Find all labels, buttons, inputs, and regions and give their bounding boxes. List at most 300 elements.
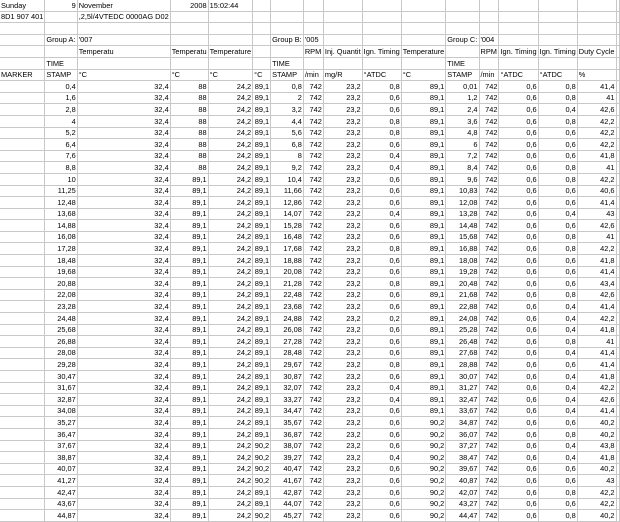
cell[interactable]: 742 bbox=[479, 150, 499, 162]
cell[interactable]: 24,2 bbox=[208, 452, 253, 464]
cell[interactable] bbox=[616, 127, 619, 139]
cell[interactable]: 28,88 bbox=[446, 359, 479, 371]
cell[interactable]: 2,8 bbox=[45, 104, 77, 116]
cell[interactable]: 36,07 bbox=[446, 428, 479, 440]
cell[interactable] bbox=[0, 347, 45, 359]
cell[interactable]: 16,88 bbox=[446, 243, 479, 255]
cell[interactable]: 89,1 bbox=[170, 359, 208, 371]
cell[interactable] bbox=[499, 34, 538, 46]
cell[interactable]: 742 bbox=[479, 498, 499, 510]
cell[interactable]: 32,4 bbox=[77, 289, 170, 301]
cell[interactable]: 742 bbox=[303, 289, 323, 301]
cell[interactable]: 0,6 bbox=[362, 371, 401, 383]
cell[interactable] bbox=[616, 510, 619, 522]
cell[interactable]: 89,1 bbox=[401, 162, 446, 174]
cell[interactable]: 20,48 bbox=[446, 278, 479, 290]
cell[interactable]: 88 bbox=[170, 81, 208, 93]
cell[interactable]: 0,6 bbox=[499, 150, 538, 162]
cell[interactable]: 742 bbox=[479, 452, 499, 464]
cell[interactable]: 32,4 bbox=[77, 301, 170, 313]
cell[interactable]: 89,1 bbox=[170, 301, 208, 313]
cell[interactable]: 32,4 bbox=[77, 208, 170, 220]
cell[interactable]: 89,1 bbox=[253, 92, 271, 104]
cell[interactable]: 32,4 bbox=[77, 440, 170, 452]
cell[interactable]: 89,1 bbox=[401, 255, 446, 267]
cell[interactable]: 27,28 bbox=[271, 336, 304, 348]
cell[interactable]: 26,88 bbox=[45, 336, 77, 348]
cell[interactable]: 742 bbox=[479, 266, 499, 278]
cell[interactable]: 24,2 bbox=[208, 266, 253, 278]
cell[interactable] bbox=[0, 405, 45, 417]
cell[interactable]: 89,1 bbox=[253, 324, 271, 336]
cell[interactable]: 742 bbox=[479, 510, 499, 522]
cell[interactable]: 0,6 bbox=[499, 336, 538, 348]
cell[interactable]: Duty Cycle bbox=[578, 46, 615, 56]
cell[interactable]: 0,6 bbox=[499, 289, 538, 301]
cell[interactable] bbox=[271, 11, 304, 23]
cell[interactable]: 0,6 bbox=[499, 440, 538, 452]
cell[interactable]: 0,6 bbox=[362, 463, 401, 475]
cell[interactable]: 89,1 bbox=[253, 347, 271, 359]
cell[interactable]: '004 bbox=[479, 34, 499, 46]
cell[interactable]: 742 bbox=[303, 359, 323, 371]
cell[interactable]: 24,2 bbox=[208, 313, 253, 325]
cell[interactable]: 0,6 bbox=[499, 197, 538, 209]
cell[interactable]: 89,1 bbox=[170, 463, 208, 475]
cell[interactable]: 41,8 bbox=[577, 150, 616, 162]
cell[interactable]: 89,1 bbox=[253, 289, 271, 301]
cell[interactable]: 0,4 bbox=[538, 301, 577, 313]
cell[interactable]: 0,01 bbox=[446, 81, 479, 93]
cell[interactable]: 24,2 bbox=[208, 173, 253, 185]
cell[interactable]: 32,4 bbox=[77, 405, 170, 417]
cell[interactable] bbox=[0, 394, 45, 406]
cell[interactable]: Group C: bbox=[447, 35, 478, 45]
cell[interactable]: 32,4 bbox=[77, 498, 170, 510]
cell[interactable] bbox=[538, 11, 577, 23]
cell[interactable]: 23,2 bbox=[323, 440, 362, 452]
cell[interactable]: 742 bbox=[303, 440, 323, 452]
cell[interactable]: 24,2 bbox=[208, 278, 253, 290]
cell[interactable]: 23,2 bbox=[323, 475, 362, 487]
cell[interactable]: 742 bbox=[479, 115, 499, 127]
cell[interactable] bbox=[616, 463, 619, 475]
cell[interactable] bbox=[499, 23, 538, 35]
cell[interactable]: 742 bbox=[479, 347, 499, 359]
cell[interactable]: 24,2 bbox=[208, 510, 253, 522]
cell[interactable]: 19,68 bbox=[45, 266, 77, 278]
cell[interactable]: 742 bbox=[479, 127, 499, 139]
cell[interactable]: 0,6 bbox=[362, 266, 401, 278]
cell[interactable]: 34,47 bbox=[271, 405, 304, 417]
cell[interactable]: 742 bbox=[303, 115, 323, 127]
cell[interactable]: 89,1 bbox=[170, 208, 208, 220]
cell[interactable]: 23,2 bbox=[323, 498, 362, 510]
cell[interactable] bbox=[303, 11, 323, 23]
cell[interactable] bbox=[323, 0, 362, 11]
cell[interactable]: 23,2 bbox=[323, 185, 362, 197]
cell[interactable]: 24,2 bbox=[208, 231, 253, 243]
cell[interactable]: 42,6 bbox=[577, 220, 616, 232]
cell[interactable]: 23,2 bbox=[323, 266, 362, 278]
cell[interactable]: 0,6 bbox=[499, 463, 538, 475]
cell[interactable] bbox=[577, 34, 616, 46]
cell[interactable]: 0,8 bbox=[538, 510, 577, 522]
cell[interactable]: 0,8 bbox=[538, 336, 577, 348]
cell[interactable]: 742 bbox=[479, 197, 499, 209]
cell[interactable]: 0,6 bbox=[499, 208, 538, 220]
cell[interactable]: 24,2 bbox=[208, 394, 253, 406]
cell[interactable] bbox=[616, 289, 619, 301]
cell[interactable]: 89,1 bbox=[170, 394, 208, 406]
cell[interactable]: 42,2 bbox=[577, 127, 616, 139]
cell[interactable]: 742 bbox=[479, 231, 499, 243]
cell[interactable]: 0,6 bbox=[499, 185, 538, 197]
cell[interactable]: 41,8 bbox=[577, 452, 616, 464]
cell[interactable]: RPM bbox=[303, 46, 323, 58]
cell[interactable] bbox=[616, 173, 619, 185]
cell[interactable] bbox=[0, 23, 45, 35]
cell[interactable]: 90,2 bbox=[401, 440, 446, 452]
cell[interactable]: 89,1 bbox=[401, 127, 446, 139]
cell[interactable] bbox=[616, 23, 619, 35]
cell[interactable]: 0,4 bbox=[538, 394, 577, 406]
cell[interactable]: 89,1 bbox=[253, 139, 271, 151]
cell[interactable]: 88 bbox=[170, 139, 208, 151]
cell[interactable]: 89,1 bbox=[401, 197, 446, 209]
cell[interactable] bbox=[0, 417, 45, 429]
cell[interactable] bbox=[616, 278, 619, 290]
cell[interactable] bbox=[0, 208, 45, 220]
cell[interactable] bbox=[0, 510, 45, 522]
cell[interactable] bbox=[616, 81, 619, 93]
cell[interactable]: 23,2 bbox=[323, 382, 362, 394]
cell[interactable]: 22,48 bbox=[271, 289, 304, 301]
cell[interactable]: 23,2 bbox=[323, 486, 362, 498]
cell[interactable]: 0,6 bbox=[538, 197, 577, 209]
cell[interactable]: 41,4 bbox=[577, 197, 616, 209]
cell[interactable]: 742 bbox=[303, 266, 323, 278]
cell[interactable]: 41 bbox=[577, 162, 616, 174]
cell[interactable]: 14,48 bbox=[446, 220, 479, 232]
cell[interactable] bbox=[45, 23, 77, 35]
cell[interactable]: 6,4 bbox=[45, 139, 77, 151]
cell[interactable]: 89,1 bbox=[170, 405, 208, 417]
cell[interactable]: 0,6 bbox=[362, 417, 401, 429]
cell[interactable]: 0,8 bbox=[271, 81, 304, 93]
cell[interactable]: 742 bbox=[479, 417, 499, 429]
cell[interactable]: 0,8 bbox=[538, 231, 577, 243]
cell[interactable]: 23,28 bbox=[45, 301, 77, 313]
cell[interactable]: 742 bbox=[303, 301, 323, 313]
cell[interactable]: 24,2 bbox=[208, 440, 253, 452]
cell[interactable] bbox=[0, 475, 45, 487]
cell[interactable]: 1,6 bbox=[45, 92, 77, 104]
cell[interactable]: 89,1 bbox=[401, 394, 446, 406]
cell[interactable]: 742 bbox=[479, 405, 499, 417]
cell[interactable]: 33,27 bbox=[271, 394, 304, 406]
cell[interactable]: 0,6 bbox=[362, 405, 401, 417]
cell[interactable] bbox=[0, 289, 45, 301]
cell[interactable]: 24,08 bbox=[446, 313, 479, 325]
cell[interactable]: 89,1 bbox=[401, 347, 446, 359]
cell[interactable]: 0,6 bbox=[538, 220, 577, 232]
cell[interactable]: 0,6 bbox=[499, 382, 538, 394]
cell[interactable]: Temperature bbox=[402, 46, 445, 56]
cell[interactable]: 0,4 bbox=[45, 81, 77, 93]
cell[interactable]: 24,2 bbox=[208, 243, 253, 255]
cell[interactable]: 42,2 bbox=[577, 243, 616, 255]
cell[interactable]: 23,2 bbox=[323, 371, 362, 383]
cell[interactable]: 8,4 bbox=[446, 162, 479, 174]
cell[interactable]: 25,68 bbox=[45, 324, 77, 336]
cell[interactable] bbox=[0, 104, 45, 116]
cell[interactable] bbox=[253, 34, 271, 46]
cell[interactable] bbox=[401, 11, 446, 23]
cell[interactable]: 742 bbox=[303, 463, 323, 475]
cell[interactable]: 34,08 bbox=[45, 405, 77, 417]
cell[interactable] bbox=[616, 139, 619, 151]
cell[interactable]: STAMP bbox=[271, 69, 304, 81]
cell[interactable]: 0,6 bbox=[538, 278, 577, 290]
cell[interactable]: Temperature bbox=[209, 46, 252, 56]
cell[interactable] bbox=[446, 11, 479, 23]
cell[interactable]: 89,1 bbox=[401, 313, 446, 325]
cell[interactable]: 0,4 bbox=[538, 208, 577, 220]
cell[interactable]: 32,4 bbox=[77, 139, 170, 151]
cell[interactable]: 38,87 bbox=[45, 452, 77, 464]
cell[interactable]: 89,1 bbox=[253, 394, 271, 406]
cell[interactable] bbox=[0, 440, 45, 452]
cell[interactable]: 742 bbox=[479, 185, 499, 197]
cell[interactable] bbox=[479, 11, 499, 23]
cell[interactable]: 89,1 bbox=[253, 255, 271, 267]
cell[interactable]: 24,2 bbox=[208, 197, 253, 209]
cell[interactable]: 89,1 bbox=[253, 278, 271, 290]
cell[interactable]: 0,6 bbox=[362, 104, 401, 116]
cell[interactable]: 0,6 bbox=[362, 289, 401, 301]
cell[interactable]: 7,6 bbox=[45, 150, 77, 162]
cell[interactable]: 4,8 bbox=[446, 127, 479, 139]
cell[interactable]: 742 bbox=[303, 127, 323, 139]
cell[interactable]: 40,2 bbox=[577, 463, 616, 475]
cell[interactable]: 89,1 bbox=[253, 173, 271, 185]
cell[interactable]: 90,2 bbox=[253, 440, 271, 452]
cell[interactable]: 0,6 bbox=[362, 301, 401, 313]
cell[interactable]: 12,86 bbox=[271, 197, 304, 209]
cell[interactable]: 742 bbox=[303, 498, 323, 510]
cell[interactable]: 24,2 bbox=[208, 139, 253, 151]
cell[interactable]: 24,2 bbox=[208, 498, 253, 510]
cell[interactable] bbox=[538, 0, 577, 11]
cell[interactable]: 0,4 bbox=[538, 371, 577, 383]
cell[interactable] bbox=[499, 11, 538, 23]
cell[interactable] bbox=[616, 92, 619, 104]
cell[interactable] bbox=[616, 417, 619, 429]
cell[interactable]: 2008 bbox=[170, 0, 208, 11]
cell[interactable]: 32,4 bbox=[77, 382, 170, 394]
cell[interactable]: /min bbox=[303, 69, 323, 81]
cell[interactable]: 742 bbox=[479, 289, 499, 301]
cell[interactable]: 24,2 bbox=[208, 150, 253, 162]
cell[interactable]: 742 bbox=[303, 394, 323, 406]
cell[interactable]: °C bbox=[253, 69, 271, 81]
cell[interactable]: 0,6 bbox=[362, 347, 401, 359]
cell[interactable]: 23,2 bbox=[323, 405, 362, 417]
cell[interactable]: 42,2 bbox=[577, 139, 616, 151]
cell[interactable]: 89,1 bbox=[253, 371, 271, 383]
cell[interactable]: ,2,5l/4VTEDC 0000AG D02 bbox=[78, 12, 169, 22]
cell[interactable]: 742 bbox=[303, 92, 323, 104]
cell[interactable] bbox=[499, 0, 538, 11]
cell[interactable]: 89,1 bbox=[253, 359, 271, 371]
cell[interactable]: 23,2 bbox=[323, 255, 362, 267]
cell[interactable] bbox=[0, 266, 45, 278]
cell[interactable]: 37,27 bbox=[446, 440, 479, 452]
cell[interactable]: 43 bbox=[577, 208, 616, 220]
cell[interactable]: 32,4 bbox=[77, 394, 170, 406]
cell[interactable]: 41,8 bbox=[577, 324, 616, 336]
cell[interactable]: 742 bbox=[303, 173, 323, 185]
cell[interactable]: 16,48 bbox=[271, 231, 304, 243]
cell[interactable]: 89,1 bbox=[253, 231, 271, 243]
cell[interactable]: 742 bbox=[479, 359, 499, 371]
cell[interactable]: 89,1 bbox=[401, 220, 446, 232]
cell[interactable]: 0,6 bbox=[362, 92, 401, 104]
cell[interactable]: 89,1 bbox=[253, 115, 271, 127]
cell[interactable]: 742 bbox=[479, 301, 499, 313]
cell[interactable]: 0,8 bbox=[538, 289, 577, 301]
cell[interactable]: 42,2 bbox=[577, 498, 616, 510]
cell[interactable]: 36,87 bbox=[271, 428, 304, 440]
cell[interactable] bbox=[538, 34, 577, 46]
cell[interactable]: 89,1 bbox=[253, 405, 271, 417]
cell[interactable]: 0,6 bbox=[499, 428, 538, 440]
cell[interactable]: 0,6 bbox=[499, 347, 538, 359]
cell[interactable]: 0,4 bbox=[362, 394, 401, 406]
cell[interactable] bbox=[499, 57, 538, 69]
cell[interactable]: 28,08 bbox=[45, 347, 77, 359]
cell[interactable]: 88 bbox=[170, 127, 208, 139]
cell[interactable] bbox=[401, 57, 446, 69]
cell[interactable]: 25,28 bbox=[446, 324, 479, 336]
cell[interactable]: 0,4 bbox=[538, 104, 577, 116]
cell[interactable] bbox=[446, 23, 479, 35]
cell[interactable]: 742 bbox=[479, 336, 499, 348]
cell[interactable]: 89,1 bbox=[170, 255, 208, 267]
cell[interactable] bbox=[616, 69, 619, 81]
cell[interactable] bbox=[0, 428, 45, 440]
cell[interactable]: 32,4 bbox=[77, 231, 170, 243]
cell[interactable]: 8D1 907 401 bbox=[1, 12, 44, 22]
cell[interactable]: 23,2 bbox=[323, 313, 362, 325]
cell[interactable]: 89,1 bbox=[253, 313, 271, 325]
cell[interactable]: 32,4 bbox=[77, 185, 170, 197]
cell[interactable]: 24,48 bbox=[45, 313, 77, 325]
cell[interactable]: 35,27 bbox=[45, 417, 77, 429]
cell[interactable] bbox=[253, 0, 271, 11]
cell[interactable]: 742 bbox=[303, 371, 323, 383]
cell[interactable]: 8 bbox=[271, 150, 304, 162]
cell[interactable] bbox=[0, 92, 45, 104]
cell[interactable]: °ATDC bbox=[538, 69, 577, 81]
cell[interactable]: 742 bbox=[303, 162, 323, 174]
cell[interactable]: 0,6 bbox=[538, 185, 577, 197]
cell[interactable]: Group B: bbox=[272, 35, 302, 45]
cell[interactable]: 89,1 bbox=[401, 266, 446, 278]
cell[interactable]: 742 bbox=[303, 510, 323, 522]
cell[interactable]: 26,48 bbox=[446, 336, 479, 348]
cell[interactable] bbox=[616, 440, 619, 452]
cell[interactable]: 89,1 bbox=[401, 301, 446, 313]
cell[interactable]: 0,6 bbox=[499, 417, 538, 429]
cell[interactable]: 23,2 bbox=[323, 278, 362, 290]
cell[interactable] bbox=[0, 313, 45, 325]
cell[interactable]: Inj. Quantit bbox=[324, 46, 361, 56]
cell[interactable] bbox=[577, 11, 616, 23]
cell[interactable]: 742 bbox=[479, 81, 499, 93]
cell[interactable] bbox=[0, 452, 45, 464]
cell[interactable]: 89,1 bbox=[401, 278, 446, 290]
cell[interactable] bbox=[303, 57, 323, 69]
cell[interactable]: 23,2 bbox=[323, 243, 362, 255]
cell[interactable]: RPM bbox=[479, 46, 499, 58]
cell[interactable]: 0,6 bbox=[499, 371, 538, 383]
cell[interactable]: 43,27 bbox=[446, 498, 479, 510]
cell[interactable]: 5,2 bbox=[45, 127, 77, 139]
cell[interactable]: 90,2 bbox=[401, 486, 446, 498]
cell[interactable]: 0,6 bbox=[362, 324, 401, 336]
cell[interactable]: 42,87 bbox=[271, 486, 304, 498]
cell[interactable] bbox=[616, 486, 619, 498]
cell[interactable]: 5,6 bbox=[271, 127, 304, 139]
cell[interactable]: 742 bbox=[303, 208, 323, 220]
cell[interactable]: 32,4 bbox=[77, 243, 170, 255]
cell[interactable]: 32,4 bbox=[77, 486, 170, 498]
cell[interactable]: 0,4 bbox=[362, 452, 401, 464]
cell[interactable] bbox=[271, 0, 304, 11]
cell[interactable] bbox=[0, 162, 45, 174]
cell[interactable] bbox=[616, 347, 619, 359]
cell[interactable] bbox=[0, 278, 45, 290]
cell[interactable] bbox=[0, 57, 45, 69]
cell[interactable]: 18,08 bbox=[446, 255, 479, 267]
cell[interactable]: 89,1 bbox=[401, 208, 446, 220]
cell[interactable] bbox=[0, 115, 45, 127]
cell[interactable]: °C bbox=[77, 69, 170, 81]
cell[interactable] bbox=[0, 463, 45, 475]
cell[interactable]: 32,4 bbox=[77, 115, 170, 127]
cell[interactable]: 40,87 bbox=[446, 475, 479, 487]
cell[interactable] bbox=[616, 301, 619, 313]
cell[interactable]: 23,2 bbox=[323, 162, 362, 174]
cell[interactable]: 89,1 bbox=[253, 486, 271, 498]
cell[interactable]: 0,6 bbox=[362, 440, 401, 452]
cell[interactable] bbox=[253, 23, 271, 35]
cell[interactable]: 88 bbox=[170, 104, 208, 116]
cell[interactable] bbox=[616, 266, 619, 278]
cell[interactable] bbox=[303, 23, 323, 35]
cell[interactable]: 42,6 bbox=[577, 394, 616, 406]
cell[interactable] bbox=[271, 46, 304, 58]
cell[interactable]: 24,2 bbox=[208, 127, 253, 139]
cell[interactable]: 742 bbox=[479, 428, 499, 440]
cell[interactable]: 37,67 bbox=[45, 440, 77, 452]
cell[interactable]: 89,1 bbox=[170, 185, 208, 197]
cell[interactable]: 0,4 bbox=[538, 440, 577, 452]
cell[interactable] bbox=[323, 23, 362, 35]
cell[interactable]: 742 bbox=[303, 405, 323, 417]
